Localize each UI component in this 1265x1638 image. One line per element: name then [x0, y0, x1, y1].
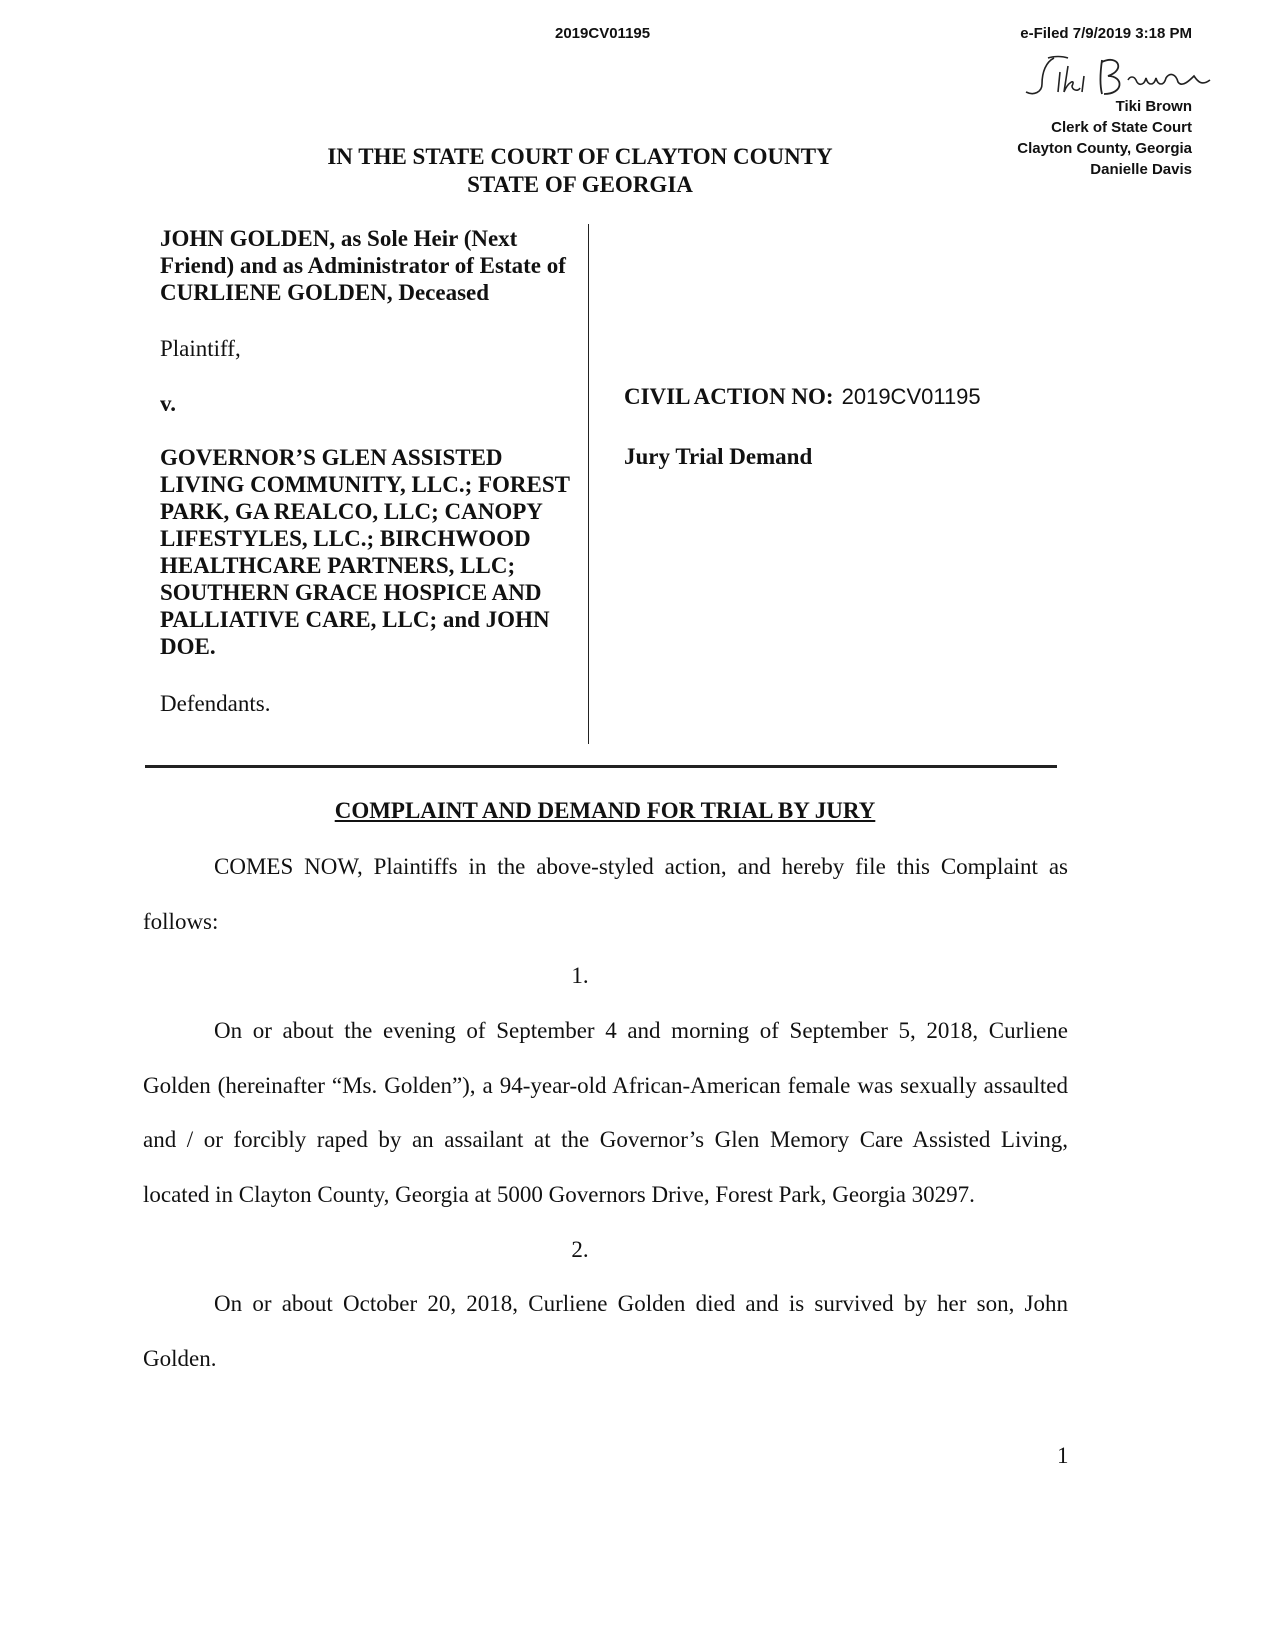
deputy-clerk: Danielle Davis	[1090, 161, 1192, 178]
jury-trial-demand: Jury Trial Demand	[624, 444, 813, 469]
paragraph-number: 2.	[571, 1237, 589, 1262]
civil-action-number: 2019CV01195	[841, 384, 981, 409]
paragraph-number: 1.	[571, 963, 589, 988]
header-case-number: 2019CV01195	[555, 25, 651, 42]
plaintiff-name	[160, 225, 590, 306]
document-title: COMPLAINT AND DEMAND FOR TRIAL BY JURY	[334, 798, 876, 823]
clerk-title: Clerk of State Court	[1051, 119, 1192, 136]
defendant-line: PALLIATIVE CARE, LLC; and JOHN	[160, 607, 550, 632]
defendants-label: Defendants.	[160, 691, 271, 716]
paragraph-text: On or about October 20, 2018, Curliene Golden died and is survived by her son, John Golden.	[143, 1291, 1068, 1371]
court-heading	[140, 143, 1020, 199]
defendant-line: LIFESTYLES, LLC.; BIRCHWOOD	[160, 526, 531, 551]
plaintiff-name-line: CURLIENE GOLDEN, Deceased	[160, 280, 490, 305]
defendant-line: SOUTHERN GRACE HOSPICE AND	[160, 580, 542, 605]
clerk-county: Clayton County, Georgia	[1017, 140, 1192, 157]
civil-action-label: CIVIL ACTION NO:	[624, 384, 834, 409]
clerk-block	[1017, 96, 1192, 180]
defendant-line: DOE.	[160, 634, 216, 659]
civil-action	[624, 384, 981, 410]
court-name: IN THE STATE COURT OF CLAYTON COUNTY	[327, 144, 833, 169]
page-number: 1	[1057, 1443, 1069, 1468]
caption-rule	[145, 765, 1057, 768]
plaintiff-name-line: Friend) and as Administrator of Estate of	[160, 253, 566, 278]
defendant-line: LIVING COMMUNITY, LLC.; FOREST	[160, 472, 571, 497]
clerk-name: Tiki Brown	[1115, 98, 1192, 115]
defendant-line: HEALTHCARE PARTNERS, LLC;	[160, 553, 516, 578]
defendant-line: PARK, GA REALCO, LLC; CANOPY	[160, 499, 543, 524]
plaintiff-name-line: JOHN GOLDEN, as Sole Heir (Next	[160, 226, 518, 251]
paragraph-text: On or about the evening of September 4 and morning of September 5, 2018, Curliene Golden (hereinafter “Ms. Golden”), a 94-year-old African-American female was sexually assaulted and / or forcibly raped by an assailant at the Governor’s Glen Memory Care Assisted Living, located in Clayton County, Georgia at 5000 Governors Drive, Forest Park, Georgia 30297.	[143, 1018, 1068, 1207]
intro-paragraph: COMES NOW, Plaintiffs in the above-styled action, and hereby file this Complaint as follows:	[143, 854, 1068, 934]
defendant-line: GOVERNOR’S GLEN ASSISTED	[160, 445, 503, 470]
defendants-names	[160, 444, 590, 660]
caption-divider	[588, 224, 589, 744]
plaintiff-label: Plaintiff,	[160, 336, 241, 361]
versus-label: v.	[160, 391, 176, 416]
court-state: STATE OF GEORGIA	[467, 172, 693, 197]
efiled-stamp: e-Filed 7/9/2019 3:18 PM	[1020, 25, 1192, 42]
